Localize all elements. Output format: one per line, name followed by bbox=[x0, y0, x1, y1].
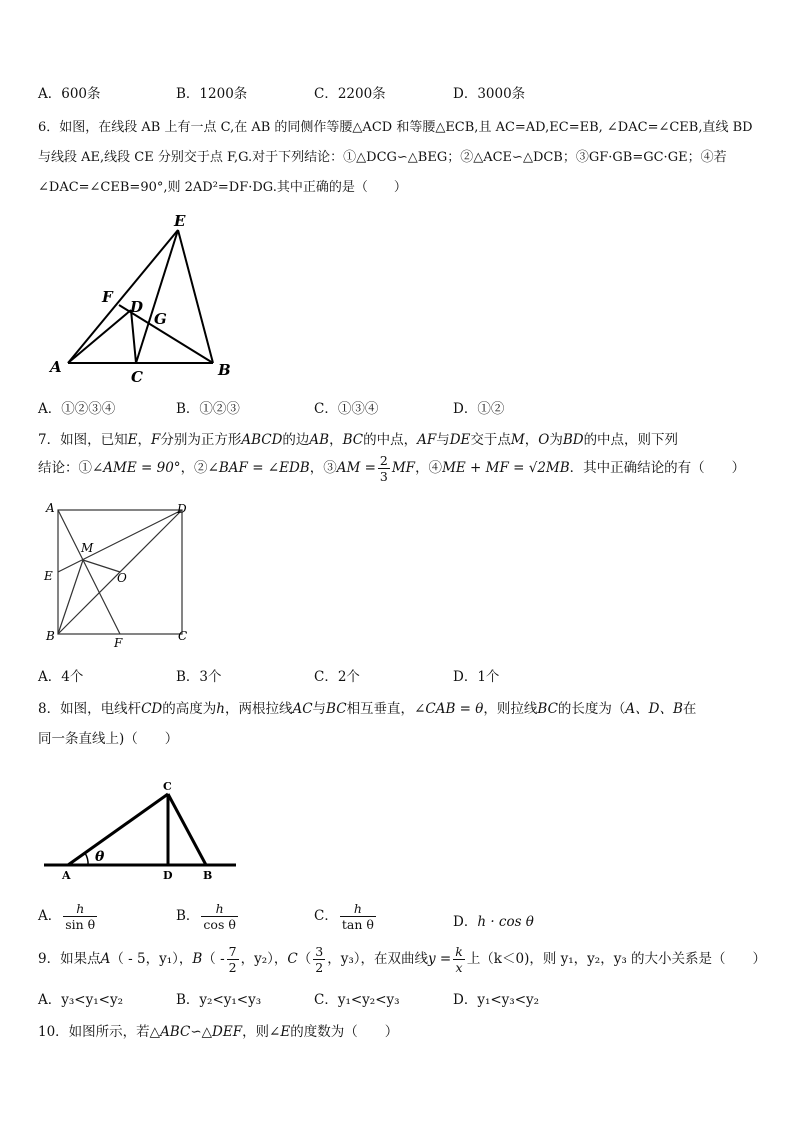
label-a: A bbox=[46, 501, 55, 515]
q7-option-d[interactable]: D．1个 bbox=[453, 669, 500, 685]
q7-option-c[interactable]: C．2个 bbox=[314, 669, 360, 685]
segment-dc bbox=[131, 310, 136, 363]
q7-option-b[interactable]: B．3个 bbox=[176, 669, 222, 685]
q7-figure bbox=[40, 500, 200, 652]
label-c: C bbox=[131, 368, 143, 386]
q9-option-c[interactable]: C．y₁<y₂<y₃ bbox=[314, 992, 400, 1008]
q5-option-a[interactable]: A．600条 bbox=[38, 86, 101, 102]
q7-line-1: 7．如图，已知E，F分别为正方形ABCD的边AB，BC的中点，AF与DE交于点M，O为BD的中点，则下列 bbox=[38, 432, 679, 448]
q5-option-c[interactable]: C．2200条 bbox=[314, 86, 386, 102]
angle-arc bbox=[85, 853, 88, 865]
fraction-seven-halves: $\frac{7}{2}$ bbox=[228, 944, 237, 975]
cable-ac bbox=[68, 794, 168, 865]
label-d: D bbox=[130, 298, 144, 316]
segment-eb bbox=[178, 230, 213, 363]
segment-ed bbox=[58, 510, 182, 572]
q8-figure bbox=[38, 775, 243, 885]
q6-line-2: 与线段 AE,线段 CE 分别交于点 F,G.对于下列结论：①△DCG∽△BEG；②△ACE∽△DCB；③GF·GB=GC·GE；④若 bbox=[38, 150, 727, 165]
label-b: B bbox=[218, 361, 231, 379]
cable-bc bbox=[168, 794, 206, 865]
q10-stem: 10．如图所示，若△ABC∽△DEF，则∠E的度数为（ ） bbox=[38, 1024, 399, 1040]
label-m: M bbox=[81, 541, 94, 555]
q7-option-a[interactable]: A．4个 bbox=[38, 669, 84, 685]
label-d: D bbox=[163, 869, 173, 882]
q9-option-d[interactable]: D．y₁<y₃<y₂ bbox=[453, 992, 540, 1008]
segment-af bbox=[58, 510, 120, 634]
q8-option-c[interactable]: C． $\frac{h}{\text{tan θ}}$ bbox=[314, 901, 374, 932]
label-theta: θ bbox=[95, 849, 105, 865]
segment-ad bbox=[68, 310, 131, 363]
label-f: F bbox=[114, 636, 123, 650]
q6-option-b[interactable]: B．①②③ bbox=[176, 401, 240, 417]
q6-line-1: 6．如图，在线段 AB 上有一点 C,在 AB 的同侧作等腰△ACD 和等腰△ECB,且 AC=AD,EC=EB, ∠DAC=∠CEB,直线 BD bbox=[38, 120, 753, 135]
q8-option-b[interactable]: B． $\frac{h}{\text{cos θ}}$ bbox=[176, 901, 236, 932]
segment-ae bbox=[68, 230, 178, 363]
q8-option-a[interactable]: A． $\frac{h}{\text{sin θ}}$ bbox=[38, 901, 96, 932]
label-a: A bbox=[62, 869, 71, 882]
fraction-three-halves: $\frac{3}{2}$ bbox=[315, 944, 324, 975]
label-b: B bbox=[46, 629, 55, 643]
label-a: A bbox=[50, 358, 62, 376]
q8-option-d[interactable]: D．h · cos θ bbox=[453, 914, 534, 930]
q6-line-3: ∠DAC=∠CEB=90°,则 2AD²=DF·DG.其中正确的是（ ） bbox=[38, 180, 407, 195]
q5-option-d[interactable]: D．3000条 bbox=[453, 86, 526, 102]
label-e: E bbox=[174, 212, 186, 230]
label-d: D bbox=[177, 502, 187, 516]
q6-option-d[interactable]: D．①② bbox=[453, 401, 505, 417]
fraction-two-thirds: $\frac{2}{3}$ bbox=[379, 453, 388, 484]
label-g: G bbox=[154, 310, 167, 328]
q6-option-a[interactable]: A．①②③④ bbox=[38, 401, 116, 417]
label-c: C bbox=[178, 629, 188, 643]
q9-option-a[interactable]: A．y₃<y₁<y₂ bbox=[38, 992, 123, 1008]
q9-option-b[interactable]: B．y₂<y₁<y₃ bbox=[176, 992, 262, 1008]
q6-figure bbox=[40, 208, 250, 388]
label-o: O bbox=[117, 571, 127, 585]
q6-option-c[interactable]: C．①③④ bbox=[314, 401, 379, 417]
segment-bm bbox=[58, 560, 83, 634]
q5-option-b[interactable]: B．1200条 bbox=[176, 86, 248, 102]
segment-ce bbox=[136, 230, 178, 363]
label-c: C bbox=[163, 780, 172, 793]
q9-stem: 9．如果点A（ - 5，y₁），B（ - $\frac{7}{2}$ ，y₂），C（ $\frac{3}{2}$ ，y₃），在双曲线y = $\frac{k}{x}$ 上（k＜0)，则 y₁，y₂，y₃ 的大小关系是（ ） bbox=[38, 944, 767, 975]
q8-line-1: 8．如图，电线杆CD的高度为h，两根拉线AC与BC相互垂直，∠CAB = θ，则拉线BC的长度为（A、D、B在 bbox=[38, 701, 697, 717]
label-f: F bbox=[102, 288, 113, 306]
q7-line-2: 结论：①∠AME = 90°，②∠BAF = ∠EDB，③AM = $\frac{2}{3}$ MF，④ME + MF = √2MB．其中正确结论的有（ ） bbox=[38, 453, 746, 484]
q8-line-2: 同一条直线上)（ ） bbox=[38, 731, 179, 747]
fraction-k-over-x: $\frac{k}{x}$ bbox=[455, 944, 463, 975]
label-e: E bbox=[44, 569, 53, 583]
label-b: B bbox=[203, 869, 213, 882]
